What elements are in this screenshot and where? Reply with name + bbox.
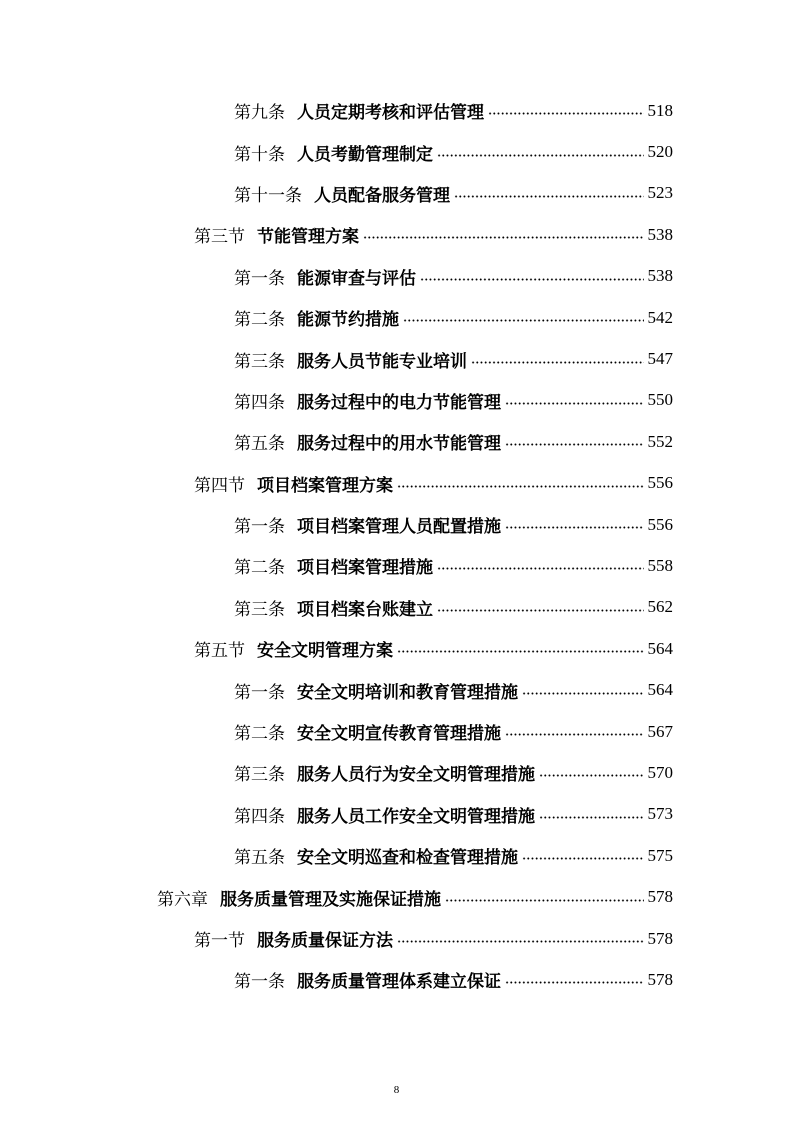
toc-entry-title: 安全文明管理方案 [257, 641, 393, 662]
toc-entry[interactable] [0, 173, 793, 214]
toc-entry[interactable] [0, 545, 793, 586]
toc-entry[interactable] [0, 463, 793, 504]
toc-entry-title: 服务质量管理及实施保证措施 [220, 889, 441, 910]
dot-leader [505, 443, 644, 446]
toc-entry-page: 550 [647, 390, 673, 410]
dot-leader [454, 195, 644, 198]
toc-entry-title: 节能管理方案 [257, 227, 359, 248]
dot-leader [539, 816, 644, 819]
page-number: 8 [393, 1084, 400, 1096]
dot-leader [539, 774, 644, 777]
dot-leader [397, 485, 644, 488]
toc-entry-title: 项目档案管理措施 [297, 558, 433, 579]
toc-entry[interactable] [0, 752, 793, 793]
dot-leader [437, 609, 644, 612]
dot-leader [522, 857, 644, 860]
toc-entry-number: 第四条 [234, 392, 285, 413]
toc-entry[interactable] [0, 587, 793, 628]
toc-entry-page: 518 [647, 100, 673, 120]
toc-entry[interactable] [0, 959, 793, 1000]
toc-entry[interactable] [0, 256, 793, 297]
toc-entry[interactable] [0, 214, 793, 255]
dot-leader [522, 692, 644, 695]
toc-entry-title: 人员配备服务管理 [314, 185, 450, 206]
toc-entry-number: 第六章 [157, 889, 208, 910]
dot-leader [488, 112, 644, 115]
dot-leader [397, 940, 644, 943]
dot-leader [505, 526, 644, 529]
dot-leader [437, 567, 644, 570]
toc-entry-title: 服务质量管理体系建立保证 [297, 972, 501, 993]
toc-entry-number: 第二条 [234, 558, 285, 579]
toc-entry-page: 556 [647, 514, 673, 534]
toc-entry-title: 能源节约措施 [297, 310, 399, 331]
toc-entry-number: 第三条 [234, 351, 285, 372]
toc-entry-title: 服务人员工作安全文明管理措施 [297, 806, 535, 827]
dot-leader [505, 733, 644, 736]
toc-entry-number: 第二条 [234, 724, 285, 745]
toc-entry-number: 第十一条 [234, 185, 302, 206]
toc-entry-title: 安全文明培训和教育管理措施 [297, 682, 518, 703]
toc-entry-page: 523 [647, 183, 673, 203]
toc-entry[interactable] [0, 380, 793, 421]
toc-entry-number: 第一条 [234, 517, 285, 538]
toc-entry[interactable] [0, 131, 793, 172]
toc-entry-page: 570 [647, 762, 673, 782]
toc-entry-title: 能源审查与评估 [297, 268, 416, 289]
toc-entry-title: 人员定期考核和评估管理 [297, 103, 484, 124]
toc-entry-page: 538 [647, 266, 673, 286]
toc-entry-number: 第三条 [234, 599, 285, 620]
toc-entry-title: 项目档案台账建立 [297, 599, 433, 620]
toc-entry[interactable] [0, 504, 793, 545]
dot-leader [471, 361, 644, 364]
toc-entry-number: 第一条 [234, 972, 285, 993]
toc-entry-title: 服务人员节能专业培训 [297, 351, 467, 372]
toc-entry-page: 538 [647, 224, 673, 244]
toc-entry-page: 562 [647, 597, 673, 617]
toc-entry[interactable] [0, 711, 793, 752]
toc-entry-title: 服务过程中的电力节能管理 [297, 392, 501, 413]
toc-entry-title: 安全文明宣传教育管理措施 [297, 724, 501, 745]
dot-leader [505, 402, 644, 405]
toc-entry-page: 542 [647, 307, 673, 327]
toc-entry-number: 第一条 [234, 268, 285, 289]
toc-entry-page: 558 [647, 555, 673, 575]
toc-entry-page: 578 [647, 969, 673, 989]
toc-entry-number: 第二条 [234, 310, 285, 331]
toc-entry[interactable] [0, 338, 793, 379]
toc-entry-page: 520 [647, 142, 673, 162]
dot-leader [505, 981, 644, 984]
toc-entry-number: 第五条 [234, 848, 285, 869]
toc-entry-title: 项目档案管理人员配置措施 [297, 517, 501, 538]
toc-entry-page: 578 [647, 928, 673, 948]
toc-entry[interactable] [0, 421, 793, 462]
toc-entry[interactable] [0, 628, 793, 669]
dot-leader [437, 154, 644, 157]
dot-leader [445, 899, 644, 902]
toc-entry-number: 第一节 [194, 931, 245, 951]
toc-entry-page: 578 [647, 887, 673, 907]
toc-entry-page: 552 [647, 431, 673, 451]
toc-entry-page: 575 [647, 845, 673, 865]
toc-entry-page: 564 [647, 680, 673, 700]
toc-entry-number: 第三条 [234, 765, 285, 786]
toc-entry-title: 人员考勤管理制定 [297, 144, 433, 165]
toc-entry[interactable] [0, 835, 793, 876]
toc-entry-number: 第九条 [234, 103, 285, 124]
toc-entry-title: 服务过程中的用水节能管理 [297, 434, 501, 455]
toc-entry[interactable] [0, 876, 793, 917]
toc-entry-number: 第四条 [234, 806, 285, 827]
dot-leader [363, 236, 644, 239]
toc-entry-title: 服务人员行为安全文明管理措施 [297, 765, 535, 786]
toc-entry-page: 556 [647, 473, 673, 493]
toc-entry-page: 547 [647, 349, 673, 369]
toc-entry[interactable] [0, 669, 793, 710]
toc-entry-page: 573 [647, 804, 673, 824]
dot-leader [403, 319, 644, 322]
toc-entry[interactable] [0, 297, 793, 338]
toc-entry[interactable] [0, 918, 793, 959]
table-of-contents [0, 90, 793, 1001]
toc-entry-title: 服务质量保证方法 [257, 931, 393, 951]
toc-entry-page: 564 [647, 638, 673, 658]
toc-entry[interactable] [0, 794, 793, 835]
toc-entry-title: 项目档案管理方案 [257, 475, 393, 496]
toc-entry-page: 567 [647, 721, 673, 741]
toc-entry-number: 第四节 [194, 475, 245, 496]
toc-entry-number: 第一条 [234, 682, 285, 703]
dot-leader [397, 650, 644, 653]
toc-entry-title: 安全文明巡查和检查管理措施 [297, 848, 518, 869]
toc-entry-number: 第三节 [194, 227, 245, 248]
dot-leader [420, 278, 644, 281]
toc-entry-number: 第十条 [234, 144, 285, 165]
toc-entry[interactable] [0, 90, 793, 131]
toc-entry-number: 第五条 [234, 434, 285, 455]
toc-entry-number: 第五节 [194, 641, 245, 662]
